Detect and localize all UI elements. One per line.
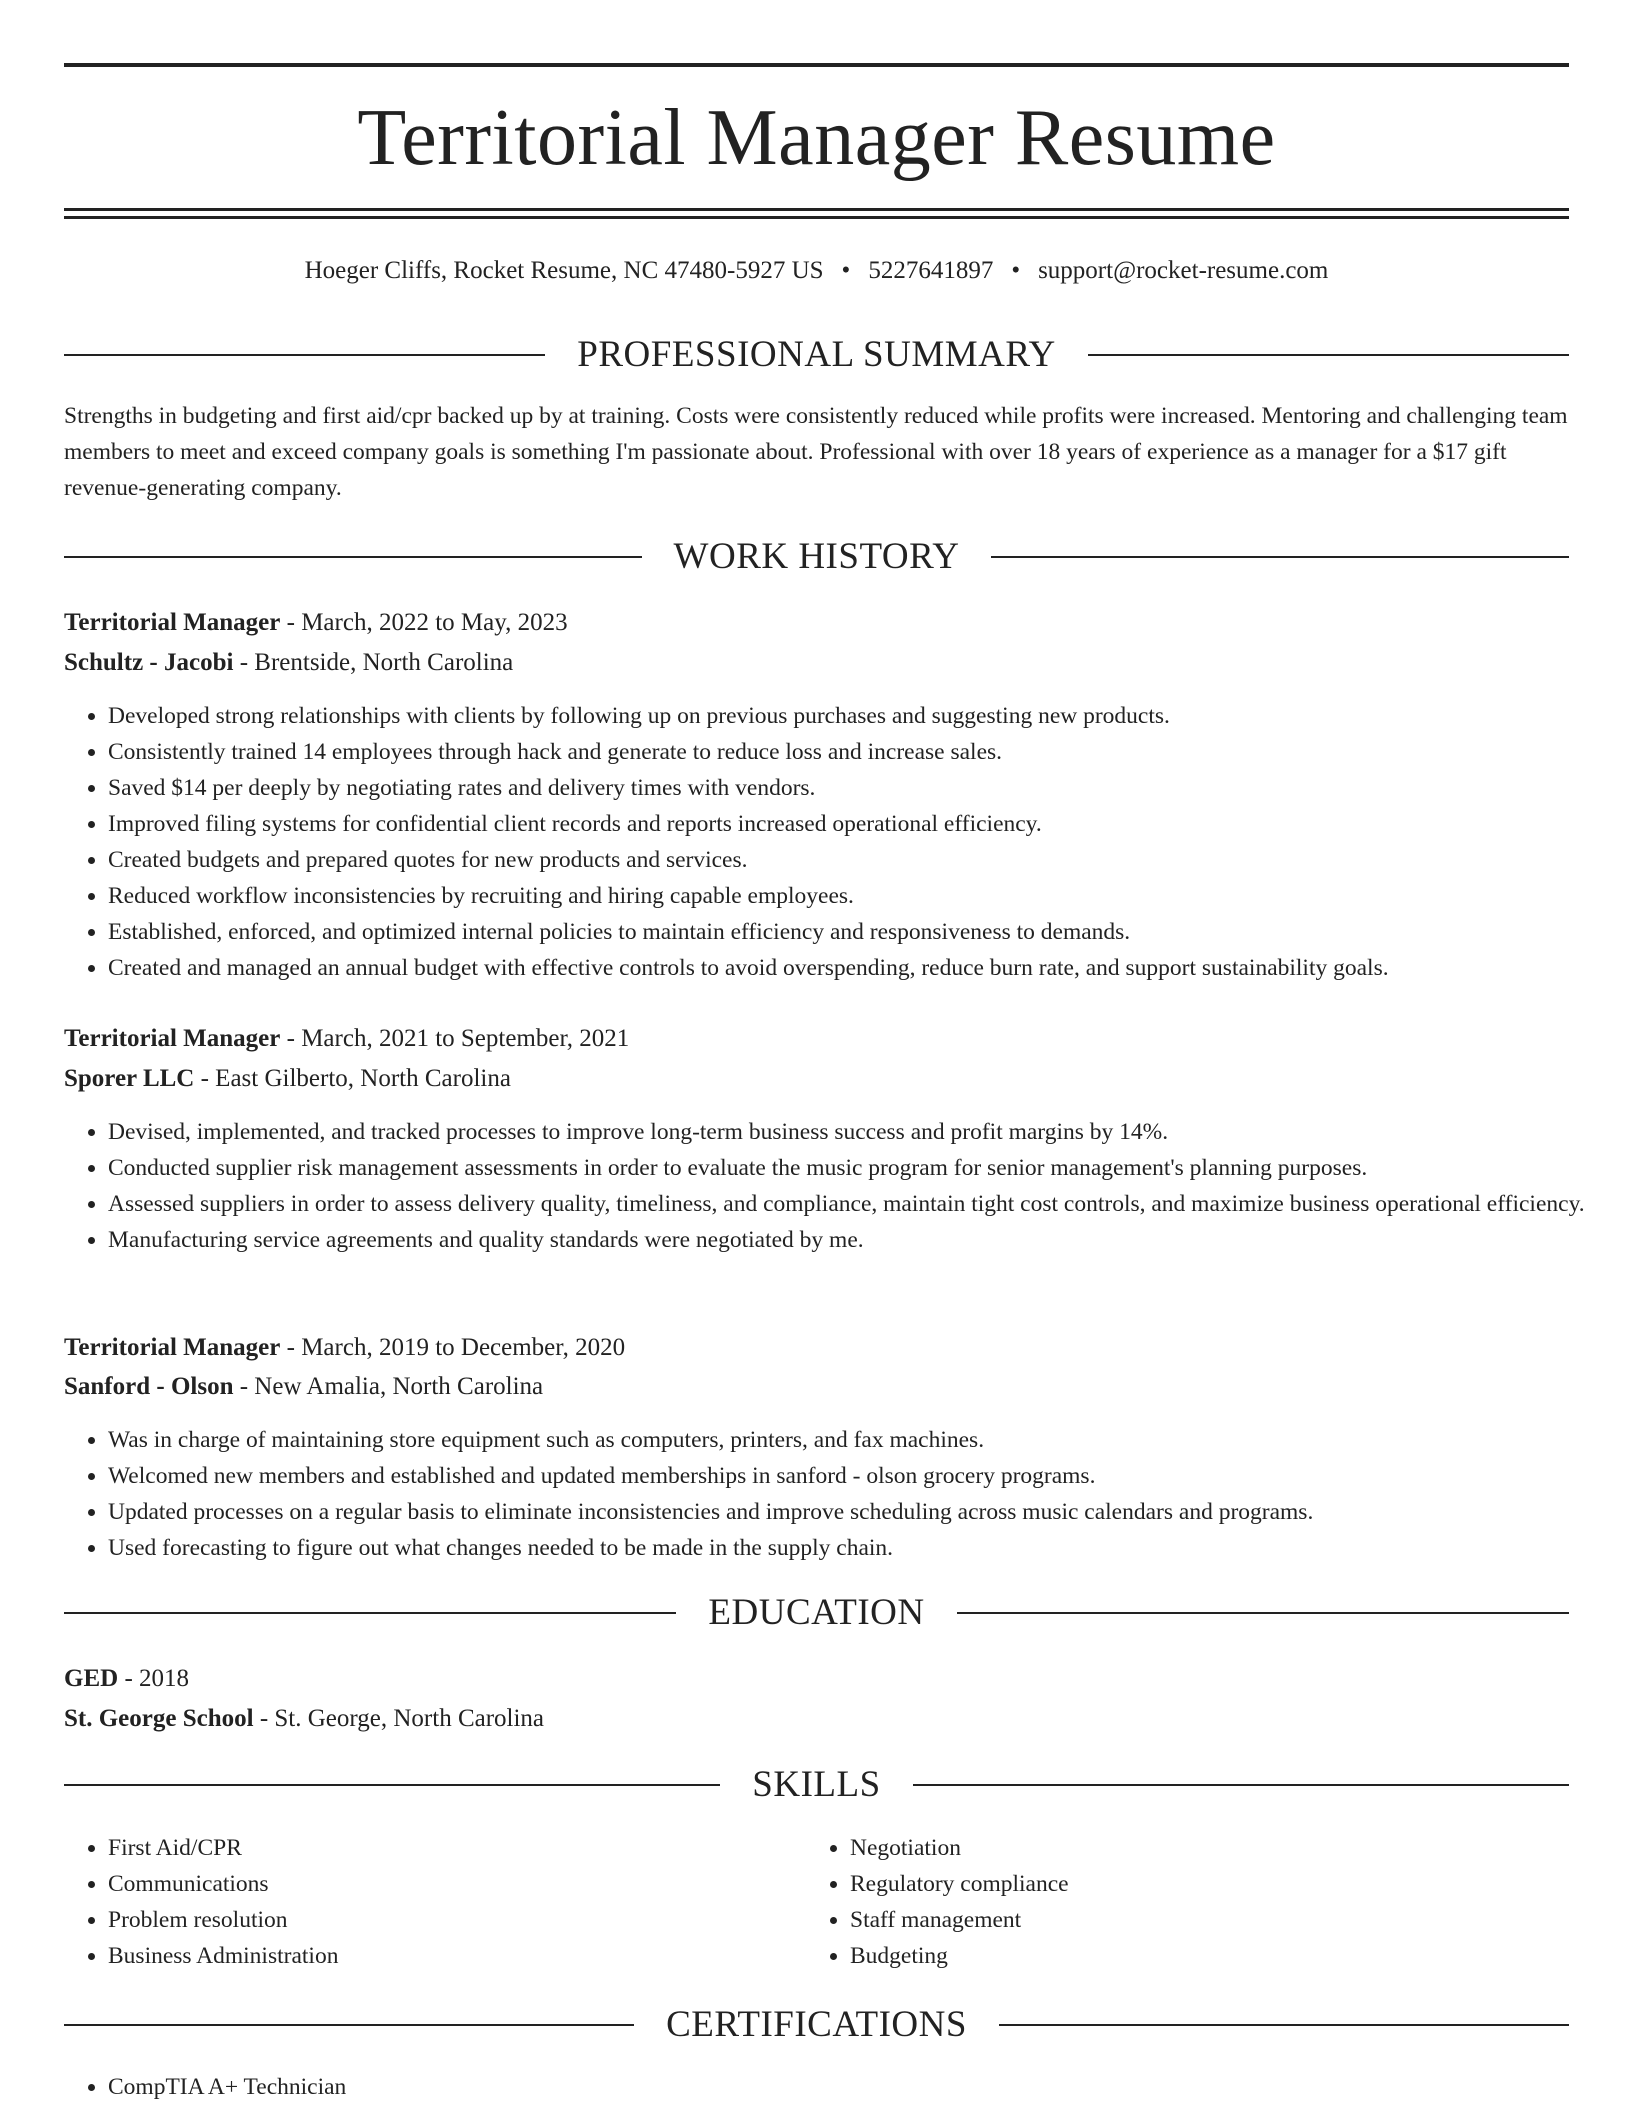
job-company: Sanford - Olson bbox=[64, 1373, 234, 1400]
skill-item: • Regulatory compliance bbox=[850, 1866, 1632, 1902]
skill-item: • First Aid/CPR bbox=[108, 1830, 1613, 1866]
job-company: Sporer LLC bbox=[64, 1065, 195, 1092]
top-rule bbox=[64, 63, 1569, 67]
job-bullet: • Used forecasting to figure out what changes needed to be made in the supply chain. bbox=[108, 1530, 1613, 1566]
heading-rule bbox=[999, 2024, 1569, 2026]
title-rule-lower bbox=[64, 216, 1569, 219]
job-dates: - March, 2021 to September, 2021 bbox=[280, 1025, 630, 1052]
heading-rule bbox=[957, 1612, 1569, 1614]
education-year: - 2018 bbox=[118, 1665, 190, 1692]
job-company-line bbox=[64, 646, 513, 680]
education-degree-line bbox=[64, 1662, 189, 1696]
contact-address: Hoeger Cliffs, Rocket Resume, NC 47480-5927 US bbox=[304, 257, 824, 284]
job-bullet: • Developed strong relationships with clients by following up on previous purchases and suggesting new products. bbox=[108, 698, 1613, 734]
heading-rule bbox=[64, 354, 545, 356]
job-bullet: • Was in charge of maintaining store equipment such as computers, printers, and fax machines. bbox=[108, 1422, 1613, 1458]
job-bullets bbox=[64, 698, 1613, 986]
job-title: Territorial Manager bbox=[64, 609, 281, 636]
heading-rule bbox=[64, 556, 642, 558]
skill-item: • Budgeting bbox=[850, 1938, 1632, 1974]
job-bullet: • Updated processes on a regular basis to eliminate inconsistencies and improve scheduling across music calendars and programs. bbox=[108, 1494, 1613, 1530]
section-heading-skills bbox=[64, 1762, 1569, 1808]
job-company-line bbox=[64, 1370, 543, 1404]
job-title-line bbox=[64, 1022, 629, 1056]
heading-rule bbox=[64, 2024, 634, 2026]
job-bullet: • Improved filing systems for confidential client records and reports increased operational efficiency. bbox=[108, 806, 1613, 842]
job-dates: - March, 2022 to May, 2023 bbox=[280, 609, 568, 636]
section-title: SKILLS bbox=[752, 1764, 881, 1805]
heading-rule bbox=[1088, 354, 1569, 356]
heading-rule bbox=[913, 1784, 1569, 1786]
job-bullets bbox=[64, 1114, 1613, 1258]
resume-title: Territorial Manager Resume bbox=[357, 94, 1276, 182]
job-bullet: • Welcomed new members and established and updated memberships in sanford - olson grocery programs. bbox=[108, 1458, 1613, 1494]
section-heading-education bbox=[64, 1590, 1569, 1636]
education-school: St. George School bbox=[64, 1705, 254, 1732]
section-title: WORK HISTORY bbox=[673, 536, 960, 577]
section-heading-certifications bbox=[64, 2002, 1569, 2048]
skills-list-right bbox=[806, 1830, 1632, 1974]
contact-line bbox=[64, 254, 1569, 288]
education-school-line bbox=[64, 1702, 544, 1736]
job-bullet: • Conducted supplier risk management assessments in order to evaluate the music program for senior management's planning purposes. bbox=[108, 1150, 1613, 1186]
job-bullets bbox=[64, 1422, 1613, 1566]
education-location: - St. George, North Carolina bbox=[253, 1705, 545, 1732]
job-bullet: • Devised, implemented, and tracked processes to improve long-term business success and profit margins by 14%. bbox=[108, 1114, 1613, 1150]
job-bullet: • Created and managed an annual budget with effective controls to avoid overspending, reduce burn rate, and support sustainability goals. bbox=[108, 950, 1613, 986]
summary-text: Strengths in budgeting and first aid/cpr backed up by at training. Costs were consistently reduced while profits were increased. Mentoring and challenging team members to meet and exceed company goals is something I'm passionate about. Professional with over 18 years of experience as a manager for a $17 gift revenue-generating company. bbox=[64, 403, 1568, 501]
heading-rule bbox=[64, 1784, 720, 1786]
skill-item: • Communications bbox=[108, 1866, 1613, 1902]
certifications-list bbox=[64, 2069, 1613, 2105]
job-location: - Brentside, North Carolina bbox=[233, 649, 514, 676]
job-dates: - March, 2019 to December, 2020 bbox=[280, 1334, 626, 1361]
contact-email: support@rocket-resume.com bbox=[1038, 257, 1329, 284]
job-bullet: • Manufacturing service agreements and quality standards were negotiated by me. bbox=[108, 1222, 1613, 1258]
job-bullet: • Consistently trained 14 employees through hack and generate to reduce loss and increase sales. bbox=[108, 734, 1613, 770]
job-bullet: • Reduced workflow inconsistencies by recruiting and hiring capable employees. bbox=[108, 878, 1613, 914]
skill-item: • Business Administration bbox=[108, 1938, 1613, 1974]
skill-item: • Staff management bbox=[850, 1902, 1632, 1938]
skill-item: • Problem resolution bbox=[108, 1902, 1613, 1938]
section-title: PROFESSIONAL SUMMARY bbox=[577, 334, 1056, 375]
job-location: - East Gilberto, North Carolina bbox=[194, 1065, 511, 1092]
skill-item: • Negotiation bbox=[850, 1830, 1632, 1866]
job-bullet: • Created budgets and prepared quotes for new products and services. bbox=[108, 842, 1613, 878]
job-bullet: • Assessed suppliers in order to assess delivery quality, timeliness, and compliance, maintain tight cost controls, and maximize business operational efficiency. bbox=[108, 1186, 1613, 1222]
heading-rule bbox=[64, 1612, 676, 1614]
contact-separator: • bbox=[1011, 257, 1021, 284]
section-title: CERTIFICATIONS bbox=[666, 2004, 967, 2045]
job-title: Territorial Manager bbox=[64, 1025, 281, 1052]
job-location: - New Amalia, North Carolina bbox=[233, 1373, 544, 1400]
section-title: EDUCATION bbox=[708, 1592, 925, 1633]
section-heading-summary bbox=[64, 332, 1569, 378]
job-bullet: • Established, enforced, and optimized internal policies to maintain efficiency and responsiveness to demands. bbox=[108, 914, 1613, 950]
contact-phone: 5227641897 bbox=[868, 257, 994, 284]
job-company: Schultz - Jacobi bbox=[64, 649, 234, 676]
section-heading-work-history bbox=[64, 534, 1569, 580]
heading-rule bbox=[991, 556, 1569, 558]
certification-item: • CompTIA A+ Technician bbox=[108, 2069, 1613, 2105]
education-degree: GED bbox=[64, 1665, 119, 1692]
job-title-line bbox=[64, 1331, 625, 1365]
job-bullet: • Saved $14 per deeply by negotiating rates and delivery times with vendors. bbox=[108, 770, 1613, 806]
job-title: Territorial Manager bbox=[64, 1334, 281, 1361]
contact-separator: • bbox=[841, 257, 851, 284]
title-rule-upper bbox=[64, 208, 1569, 211]
job-title-line bbox=[64, 606, 568, 640]
job-company-line bbox=[64, 1062, 511, 1096]
